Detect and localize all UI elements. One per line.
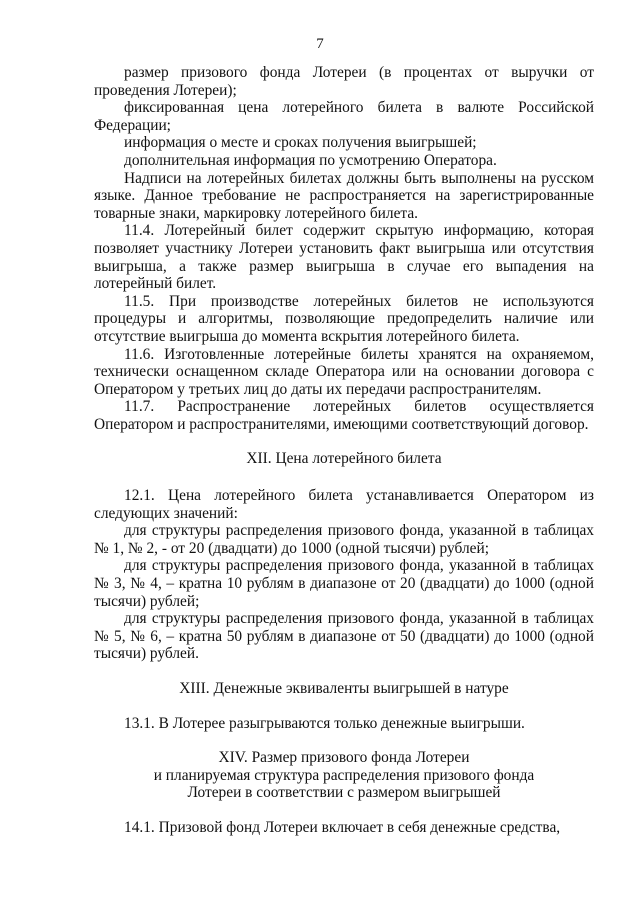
paragraph-russian-language: Надписи на лотерейных билетах должны быть выполнены на русском языке. Данное требование не распространяется на зарегистрированные товарные знаки, маркировку лотерейного билета. [94,169,594,222]
section-heading-xiv-line-2: и планируемая структура распределения призового фонда [153,766,535,784]
paragraph-price-tables-1-2: для структуры распределения призового фонда, указанной в таблицах № 1, № 2, - от 20 (двадцати) до 1000 (одной тысячи) рублей; [94,522,594,557]
section-heading-xiv [94,749,594,802]
page-number: 7 [316,36,324,52]
paragraph-11-5: 11.5. При производстве лотерейных билетов не используются процедуры и алгоритмы, позволяющие предопределить наличие или отсутствие выигрыша до момента вскрытия лотерейного билета. [94,292,594,345]
paragraph-winnings-info: информация о месте и сроках получения выигрышей; [124,134,477,152]
paragraph-13-1: 13.1. В Лотерее разыгрываются только денежные выигрыши. [124,714,525,732]
paragraph-11-4: 11.4. Лотерейный билет содержит скрытую информацию, которая позволяет участнику Лотереи установить факт выигрыша или отсутствия выигрыша, а также размер выигрыша в случае его выпадения на лотерейный билет. [94,222,594,293]
section-heading-xiii: XIII. Денежные эквиваленты выигрышей в натуре [179,680,509,697]
section-heading-xii: XII. Цена лотерейного билета [246,450,442,468]
paragraph-additional-info: дополнительная информация по усмотрению Оператора. [124,151,497,169]
paragraph-prize-fund-size: размер призового фонда Лотереи (в процентах от выручки от проведения Лотереи); [94,64,594,99]
section-heading-xiv-line-1: XIV. Размер призового фонда Лотереи [218,749,470,767]
paragraph-12-1: 12.1. Цена лотерейного билета устанавливается Оператором из следующих значений: [94,487,594,522]
paragraph-price-tables-3-4: для структуры распределения призового фонда, указанной в таблицах № 3, № 4, – кратна 10 рублям в диапазоне от 20 (двадцати) до 1000 (одной тысячи) рублей; [94,557,594,610]
paragraph-11-7: 11.7. Распространение лотерейных билетов осуществляется Оператором и распространителями, имеющими соответствующий договор. [94,398,594,433]
paragraph-11-6: 11.6. Изготовленные лотерейные билеты хранятся на охраняемом, технически оснащенном складе Оператора или на основании договора с Оператором у третьих лиц до даты их передачи распространителям. [94,345,594,398]
paragraph-fixed-price: фиксированная цена лотерейного билета в валюте Российской Федерации; [94,99,594,134]
document-body [94,64,594,837]
paragraph-14-1: 14.1. Призовой фонд Лотереи включает в себя денежные средства, [124,818,561,836]
section-heading-xiv-line-3: Лотереи в соответствии с размером выигрышей [187,784,501,802]
paragraph-price-tables-5-6: для структуры распределения призового фонда, указанной в таблицах № 5, № 6, – кратна 50 рублям в диапазоне от 50 (двадцати) до 1000 (одной тысячи) рублей. [94,610,594,663]
